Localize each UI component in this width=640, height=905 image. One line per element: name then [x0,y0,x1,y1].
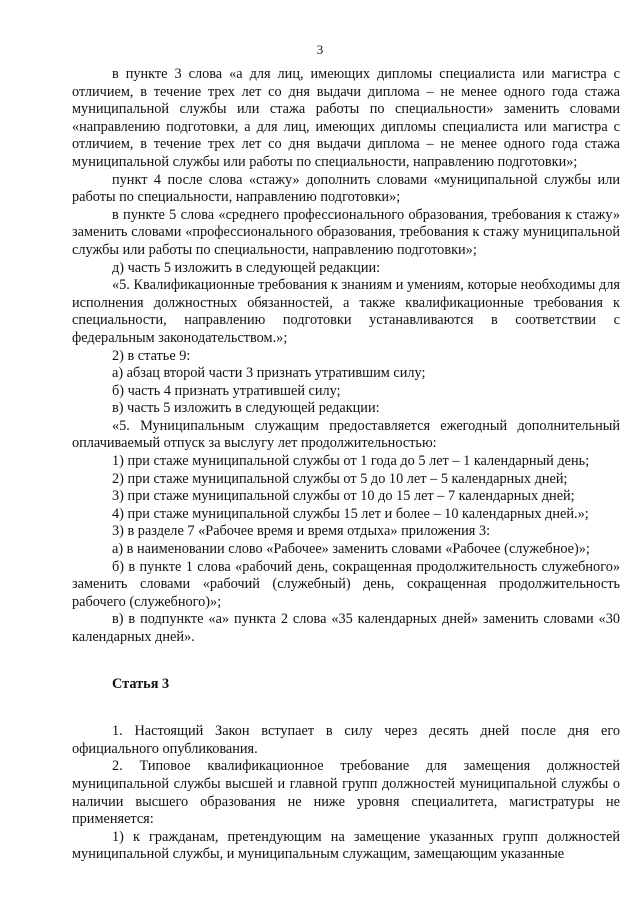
paragraph: в пункте 5 слова «среднего профессионального образования, требования к стажу» заменить словами «профессионального образования, требования к стажу муниципальной службы или работы по специальности, направлению подготовки»; [72,206,620,258]
paragraph: 1) при стаже муниципальной службы от 1 года до 5 лет – 1 календарный день; [112,453,590,470]
paragraph: б) часть 4 признать утратившей силу; [112,382,341,399]
paragraph: д) часть 5 изложить в следующей редакции: [112,259,381,276]
paragraph: в) часть 5 изложить в следующей редакции: [112,400,380,417]
paragraph: 2) при стаже муниципальной службы от 5 до 10 лет – 5 календарных дней; [112,470,568,487]
paragraph: «5. Квалификационные требования к знаниям и умениям, которые необходимы для исполнения должностных обязанностей, а также квалификационные требования к специальности, направлению подготовки устанавливаются в соответствии с федеральным законодательством.»; [72,277,620,346]
paragraph: а) в наименовании слово «Рабочее» заменить словами «Рабочее (служебное)»; [112,541,590,558]
paragraph: б) в пункте 1 слова «рабочий день, сокращенная продолжительность служебного» заменить словами «рабочий (служебный) день, сокращенная продолжительность рабочего (служебного)»; [72,558,620,610]
paragraph: 2. Типовое квалификационное требование для замещения должностей муниципальной службы высшей и главной групп должностей муниципальной службы о наличии высшего образования не ниже уровня специалитета, магистратуры не применяется: [72,758,620,828]
paragraph: пункт 4 после слова «стажу» дополнить словами «муниципальной службы или работы по специальности, направлению подготовки»; [72,171,620,206]
paragraph: 3) при стаже муниципальной службы от 10 до 15 лет – 7 календарных дней; [112,488,575,505]
paragraph: 2) в статье 9: [112,347,191,364]
paragraph: в пункте 3 слова «а для лиц, имеющих дипломы специалиста или магистра с отличием, в течение трех лет со дня выдачи диплома – не менее одного года стажа муниципальной службы или стажа работы по специальности» заменить словами «направлению подготовки, а для лиц, имеющих дипломы специалиста или магистра с отличием, в течение трех лет со дня выдачи диплома – не менее одного года стажа муниципальной службы или работы по специальности, направлению подготовки»; [72,66,620,170]
paragraph: а) абзац второй части 3 признать утратившим силу; [112,365,426,382]
paragraph: 3) в разделе 7 «Рабочее время и время отдыха» приложения 3: [112,523,491,540]
paragraph: 4) при стаже муниципальной службы 15 лет и более – 10 календарных дней.»; [112,505,589,522]
page-number: 3 [316,42,324,57]
paragraph: 1) к гражданам, претендующим на замещение указанных групп должностей муниципальной службы, и муниципальным служащим, замещающим указанные [72,828,620,863]
document-body [72,66,620,864]
article-heading: Статья 3 [112,675,170,692]
paragraph: в) в подпункте «а» пункта 2 слова «35 календарных дней» заменить словами «30 календарных дней». [72,611,620,645]
paragraph: 1. Настоящий Закон вступает в силу через десять дней после дня его официального опубликования. [72,723,620,757]
paragraph: «5. Муниципальным служащим предоставляется ежегодный дополнительный оплачиваемый отпуск за выслугу лет продолжительностью: [72,417,620,452]
